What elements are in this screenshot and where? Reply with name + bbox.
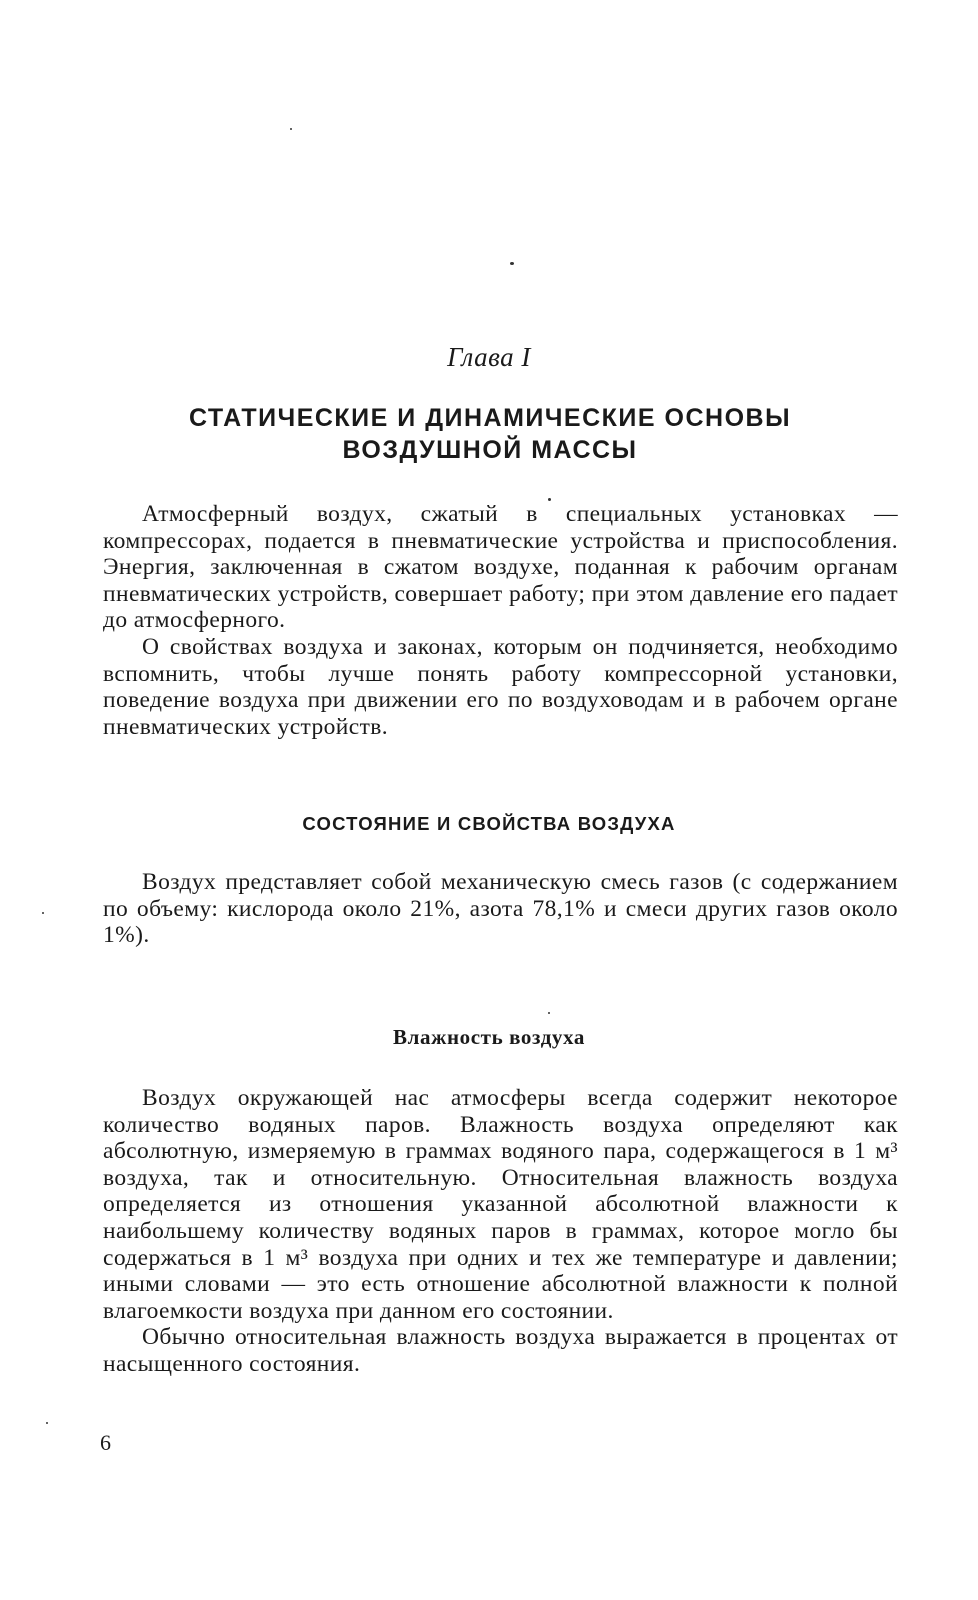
subsection-heading: Влажность воздуха xyxy=(393,1025,585,1049)
intro-paragraph-2: О свойствах воздуха и законах, которым он подчиняется, необходимо вспомнить, чтобы лучше понять работу компрессорной установки, поведение воздуха при движении его по воздуховодам и в рабочем органе пневматических устройств. xyxy=(103,633,898,740)
intro-paragraph-1: Атмосферный воздух, сжатый в специальных установках — компрессорах, подается в пневматические устройства и приспособления. Энергия, заключенная в сжатом воздухе, поданная к рабочим органам пневматических устройств, совершает работу; при этом давление его падает до атмосферного. xyxy=(103,501,898,634)
chapter-label: Глава I xyxy=(447,342,531,372)
chapter-title-line-1: СТАТИЧЕСКИЕ И ДИНАМИЧЕСКИЕ ОСНОВЫ xyxy=(188,404,792,432)
chapter-title-line-2: ВОЗДУШНОЙ МАССЫ xyxy=(342,436,638,464)
scan-speck xyxy=(290,128,292,130)
chapter-title xyxy=(140,402,840,466)
scan-speck xyxy=(510,262,514,265)
subsection-paragraph-2: Обычно относительная влажность воздуха выражается в процентах от насыщенного состояния. xyxy=(103,1324,898,1377)
scan-speck xyxy=(46,1422,48,1424)
scan-speck xyxy=(548,1012,550,1014)
section-heading: СОСТОЯНИЕ И СВОЙСТВА ВОЗДУХА xyxy=(302,813,676,834)
subsection-paragraph-1: Воздух окружающей нас атмосферы всегда содержит некоторое количество водяных паров. Влажность воздуха определяют как абсолютную, измеряемую в граммах водяного пара, содержащегося в 1 м³ воздуха, так и относительную. Относительная влажность воздуха определяется из отношения указанной абсолютной влажности к наибольшему количеству водяных паров в граммах, которое могло бы содержаться в 1 м³ воздуха при одних и тех же температуре и давлении; иными словами — это есть отношение абсолютной влажности к полной влагоемкости воздуха при данном его состоянии. xyxy=(103,1085,898,1324)
page-number: 6 xyxy=(100,1430,111,1455)
section-text xyxy=(103,869,898,949)
subsection-text xyxy=(103,1085,898,1378)
section-paragraph-1: Воздух представляет собой механическую смесь газов (с содержанием по объему: кислорода около 21%, азота 78,1% и смеси других газов около 1%). xyxy=(103,869,898,949)
scan-speck xyxy=(42,912,44,914)
intro-text xyxy=(103,501,898,740)
